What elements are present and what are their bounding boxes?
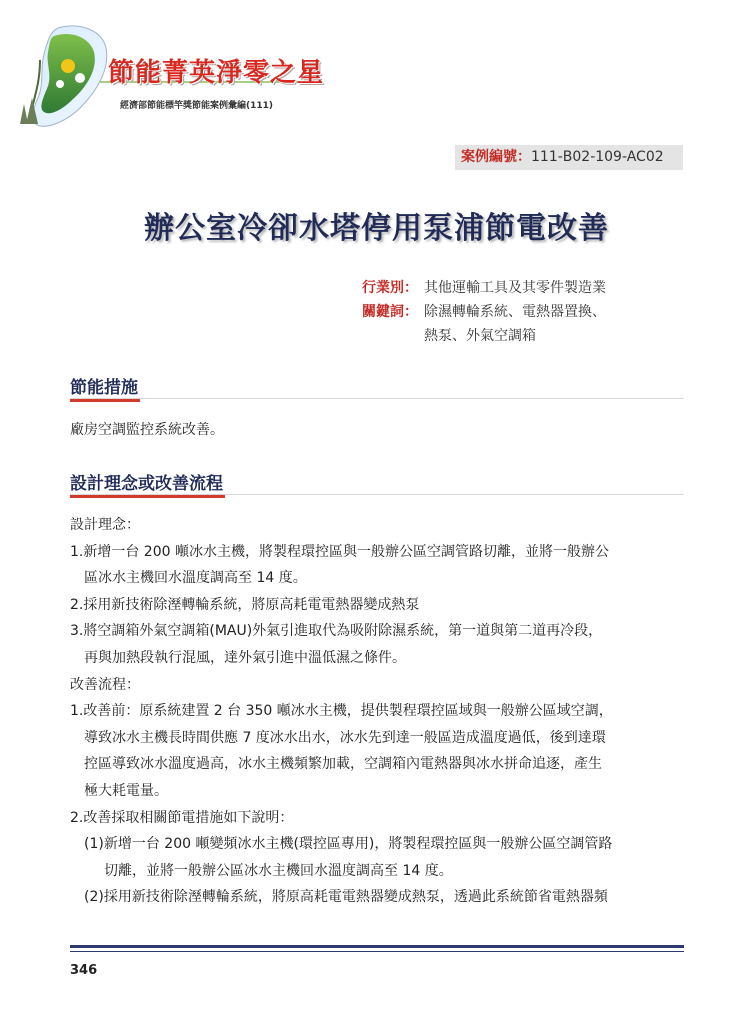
body-line: 設計理念：: [70, 517, 140, 533]
design-body: [70, 512, 690, 911]
body-line: 控區導致冰水溫度過高，冰水主機頻繁加載，空調箱內電熱器與冰水拼命追逐，產生: [84, 756, 602, 773]
measures-text: 廠房空調監控系統改善。: [70, 422, 224, 438]
body-line: 2.改善採取相關節電措施如下說明：: [70, 809, 294, 826]
logo-title: 節能菁英淨零之星: [108, 58, 325, 88]
body-line: 導致冰水主機長時間供應 7 度冰水出水，冰水先到達一般區造成溫度過低，後到達環: [84, 729, 606, 746]
section-heading-design: 設計理念或改善流程: [70, 469, 223, 498]
page-title: 辦公室冷卻水塔停用泵浦節電改善: [144, 211, 609, 246]
case-number-value: 111-B02-109-AC02: [531, 149, 664, 165]
section-heading-measures: 節能措施: [70, 373, 138, 402]
case-number-label: 案例編號：: [461, 149, 531, 165]
body-line: 3.將空調箱外氣空調箱(MAU)外氣引進取代為吸附除濕系統，第一道與第二道再冷段，: [70, 623, 603, 640]
body-line: 1.新增一台 200 噸冰水主機，將製程環控區與一般辦公區空調管路切離，並將一般辦公: [70, 543, 609, 560]
section-divider: [70, 494, 684, 495]
footer-rule: [70, 945, 684, 948]
body-line: 極大耗電量。: [84, 782, 168, 799]
body-line: 切離，並將一般辦公區冰水主機回水溫度調高至 14 度。: [104, 862, 453, 879]
keywords-value-line1: 除濕轉輪系統、電熱器置換、: [424, 304, 606, 320]
industry-value: 其他運輸工具及其零件製造業: [424, 280, 606, 296]
logo-subtitle: 經濟部節能標竿獎節能案例彙編(111): [120, 101, 274, 111]
page-number: 346: [70, 963, 98, 978]
body-line: 再與加熱段執行混風，達外氣引進中溫低濕之條件。: [84, 649, 406, 666]
case-number-bar: [455, 145, 683, 170]
body-line: 2.採用新技術除溼轉輪系統，將原高耗電電熱器變成熱泵: [70, 596, 420, 613]
body-line: 1.改善前：原系統建置 2 台 350 噸冰水主機，提供製程環控區域與一般辦公區域空調，: [70, 703, 613, 720]
keywords-label: 關鍵詞：: [362, 304, 418, 320]
industry-label: 行業別：: [362, 280, 418, 296]
body-line: 改善流程：: [70, 676, 140, 693]
section-divider: [70, 398, 684, 399]
keywords-value-line2: 熱泵、外氣空調箱: [424, 328, 536, 344]
body-line: (2)採用新技術除溼轉輪系統，將原高耗電電熱器變成熱泵，透過此系統節省電熱器頻: [84, 889, 608, 906]
footer-rule: [70, 951, 684, 952]
publication-logo: [10, 20, 325, 130]
case-meta: [362, 276, 606, 348]
body-line: (1)新增一台 200 噸變頻冰水主機(環控區專用)，將製程環控區與一般辦公區空調管路: [84, 836, 613, 853]
body-line: 區冰水主機回水溫度調高至 14 度。: [84, 570, 307, 587]
